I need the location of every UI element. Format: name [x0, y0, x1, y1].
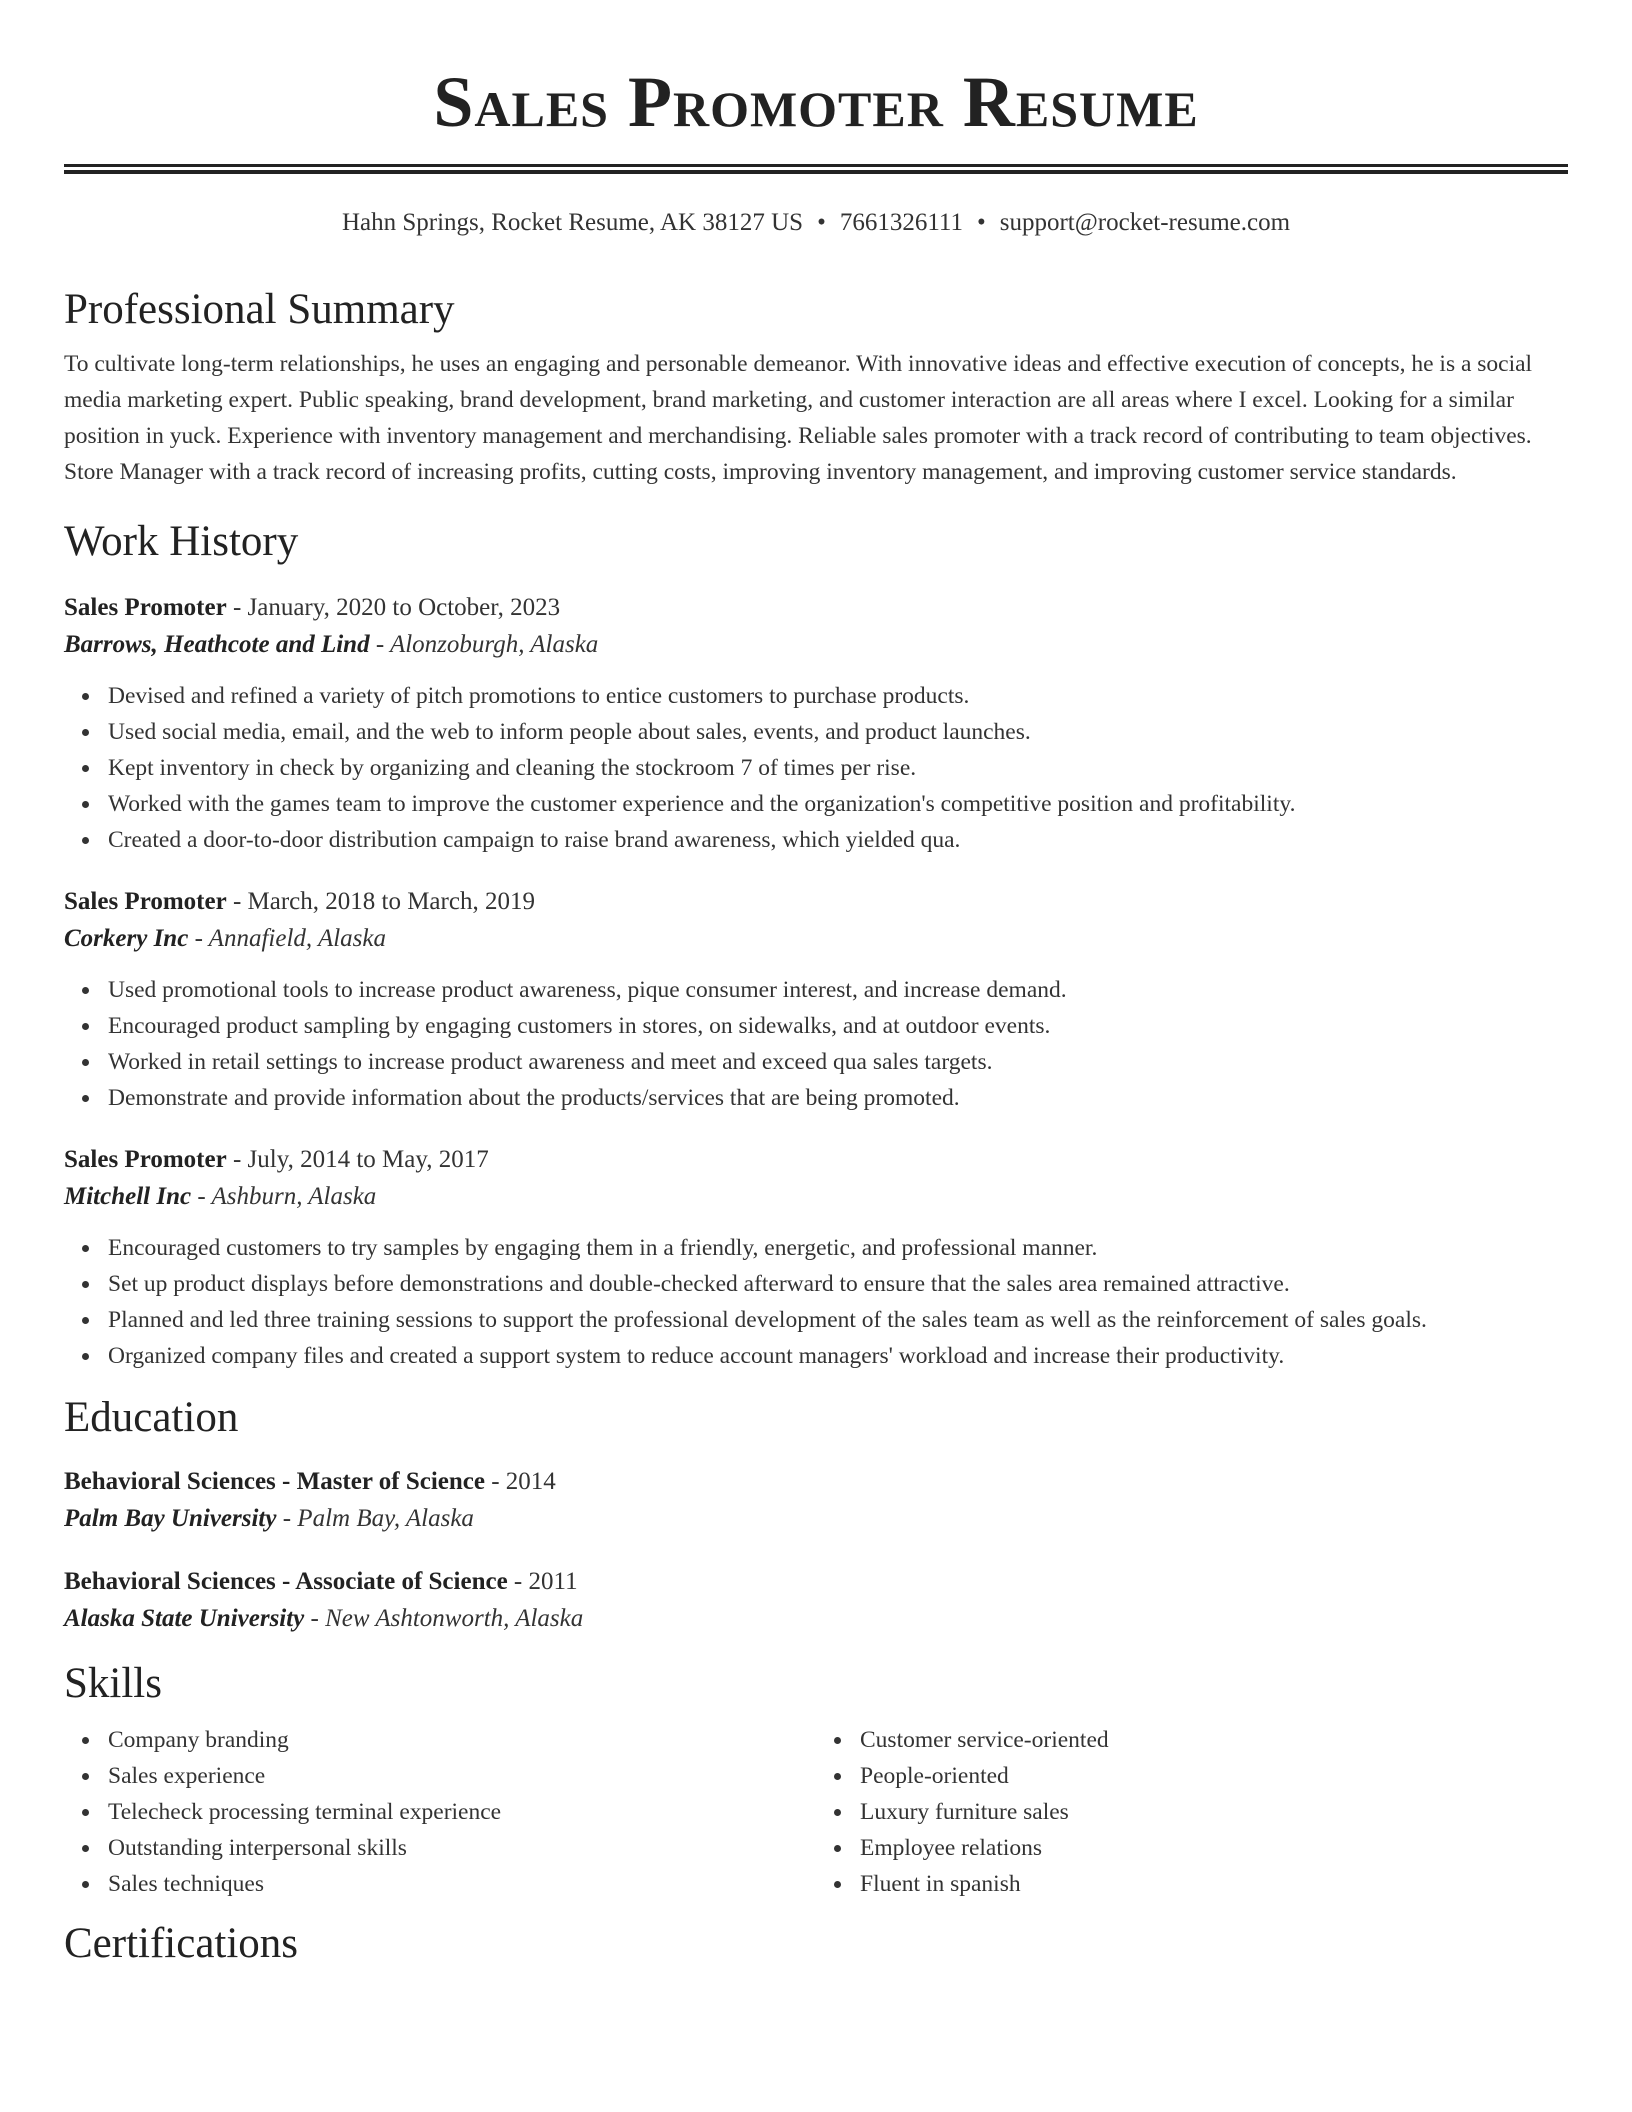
summary-heading: Professional Summary [64, 286, 455, 333]
job-entry [64, 884, 1568, 1116]
education-heading: Education [64, 1394, 239, 1441]
skill-item: Customer service-oriented [860, 1722, 1568, 1758]
skills-heading: Skills [64, 1660, 162, 1707]
contact-address: Hahn Springs, Rocket Resume, AK 38127 US [341, 209, 804, 236]
education-entry [64, 1564, 1568, 1638]
job-entry [64, 1142, 1568, 1374]
job-bullet: Created a door-to-door distribution campaign to raise brand awareness, which yielded qua. [108, 822, 1568, 858]
education-location: - Palm Bay, Alaska [276, 1505, 474, 1532]
job-bullet: Demonstrate and provide information about the products/services that are being promoted. [108, 1080, 1568, 1116]
job-company-line [64, 920, 1568, 958]
job-company-line [64, 1178, 1568, 1216]
job-company: Barrows, Heathcote and Lind [64, 631, 370, 658]
resume-title: Sales Promoter Resume [433, 62, 1199, 142]
skill-item: Fluent in spanish [860, 1866, 1568, 1902]
summary-text: To cultivate long-term relationships, he uses an engaging and personable demeanor. With innovative ideas and effective execution of concepts, he is a social media marketing expert. Public speaking, brand development, brand marketing, and customer interaction are all areas where I excel. Looking for a similar position in yuck. Experience with inventory management and merchandising. Reliable sales promoter with a track record of contributing to team objectives. Store Manager with a track record of increasing profits, cutting costs, improving inventory management, and improving customer service standards. [64, 351, 1533, 485]
job-bullet: Planned and led three training sessions to support the professional development of the sales team as well as the reinforcement of sales goals. [108, 1302, 1568, 1338]
job-company-line [64, 626, 1568, 664]
skill-item: Sales experience [108, 1758, 816, 1794]
job-location: - Ashburn, Alaska [191, 1183, 377, 1210]
job-bullet: Encouraged product sampling by engaging customers in stores, on sidewalks, and at outdoor events. [108, 1008, 1568, 1044]
job-dates: - July, 2014 to May, 2017 [226, 1146, 489, 1173]
job-bullet: Worked in retail settings to increase product awareness and meet and exceed qua sales targets. [108, 1044, 1568, 1080]
skill-item: Telecheck processing terminal experience [108, 1794, 816, 1830]
job-role-line [64, 590, 1568, 626]
job-role-line [64, 884, 1568, 920]
job-bullets [64, 972, 1568, 1116]
job-company: Corkery Inc [64, 925, 189, 952]
job-company: Mitchell Inc [64, 1183, 192, 1210]
job-dates: - January, 2020 to October, 2023 [226, 594, 561, 621]
job-bullet: Used social media, email, and the web to inform people about sales, events, and product launches. [108, 714, 1568, 750]
contact-phone: 7661326111 [839, 209, 963, 236]
job-role: Sales Promoter [64, 1146, 227, 1173]
job-bullet: Worked with the games team to improve the customer experience and the organization's competitive position and profitability. [108, 786, 1568, 822]
job-bullets [64, 678, 1568, 858]
work-history-heading: Work History [64, 518, 299, 565]
job-bullet: Organized company files and created a support system to reduce account managers' workload and increase their productivity. [108, 1338, 1568, 1374]
job-location: - Annafield, Alaska [188, 925, 386, 952]
contact-separator: • [817, 209, 826, 236]
job-location: - Alonzoburgh, Alaska [369, 631, 599, 658]
contact-email: support@rocket-resume.com [999, 209, 1291, 236]
education-degree: Behavioral Sciences - Master of Science [64, 1468, 485, 1495]
skills-column-right [816, 1722, 1568, 1902]
skills-column-left [64, 1722, 816, 1902]
job-dates: - March, 2018 to March, 2019 [226, 888, 535, 915]
job-bullet: Set up product displays before demonstrations and double-checked afterward to ensure that the sales area remained attractive. [108, 1266, 1568, 1302]
education-degree-line [64, 1564, 1568, 1600]
job-bullet: Used promotional tools to increase product awareness, pique consumer interest, and increase demand. [108, 972, 1568, 1008]
skill-item: Sales techniques [108, 1866, 816, 1902]
job-bullet: Kept inventory in check by organizing and cleaning the stockroom 7 of times per rise. [108, 750, 1568, 786]
skill-item: Outstanding interpersonal skills [108, 1830, 816, 1866]
education-year: - 2011 [507, 1568, 578, 1595]
skill-item: Company branding [108, 1722, 816, 1758]
job-role-line [64, 1142, 1568, 1178]
certifications-heading: Certifications [64, 1920, 299, 1967]
education-year: - 2014 [484, 1468, 556, 1495]
job-role: Sales Promoter [64, 888, 227, 915]
skill-item: Employee relations [860, 1830, 1568, 1866]
skills-grid [64, 1722, 1568, 1902]
education-degree-line [64, 1464, 1568, 1500]
contact-separator: • [976, 209, 986, 236]
education-school-line [64, 1600, 1568, 1638]
education-entry [64, 1464, 1568, 1538]
contact-line [64, 208, 1568, 238]
education-school-line [64, 1500, 1568, 1538]
job-entry [64, 590, 1568, 858]
skill-item: Luxury furniture sales [860, 1794, 1568, 1830]
education-school: Palm Bay University [64, 1505, 277, 1532]
job-bullet: Devised and refined a variety of pitch promotions to entice customers to purchase products. [108, 678, 1568, 714]
job-bullet: Encouraged customers to try samples by engaging them in a friendly, energetic, and professional manner. [108, 1230, 1568, 1266]
job-role: Sales Promoter [64, 594, 227, 621]
title-divider [64, 164, 1568, 174]
education-location: - New Ashtonworth, Alaska [304, 1605, 584, 1632]
education-degree: Behavioral Sciences - Associate of Science [64, 1568, 508, 1595]
education-school: Alaska State University [64, 1605, 305, 1632]
skill-item: People-oriented [860, 1758, 1568, 1794]
job-bullets [64, 1230, 1568, 1374]
